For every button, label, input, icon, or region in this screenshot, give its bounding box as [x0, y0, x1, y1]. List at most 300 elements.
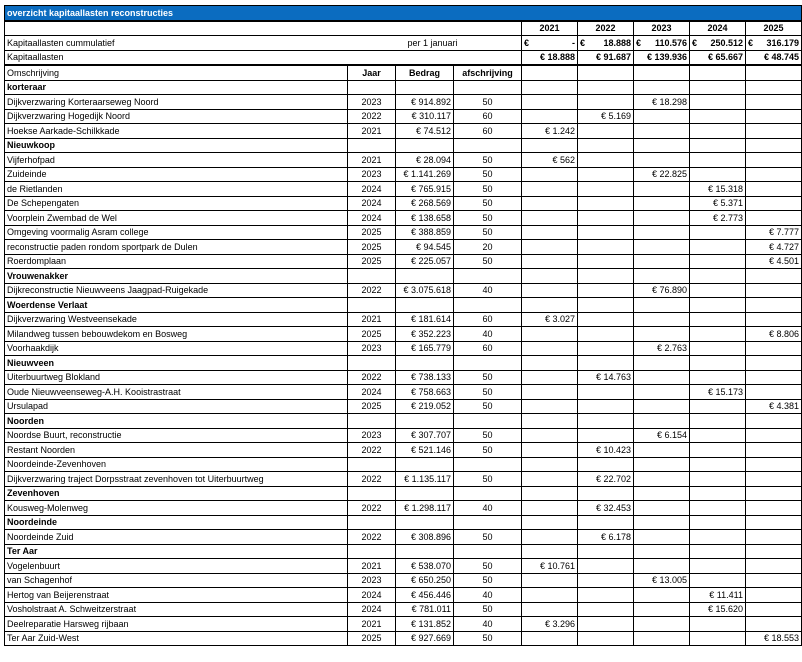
charge-cell-2023[interactable]: € 18.298: [634, 95, 690, 110]
year-cell[interactable]: 2022: [348, 443, 396, 458]
charge-cell-2021[interactable]: [522, 457, 578, 472]
charge-cell-2021[interactable]: € 1.242: [522, 124, 578, 139]
year-cell[interactable]: 2024: [348, 196, 396, 211]
charge-cell-2022[interactable]: [578, 631, 634, 646]
amount-cell[interactable]: € 268.569: [396, 196, 454, 211]
amount-cell[interactable]: € 927.669: [396, 631, 454, 646]
empty-cell[interactable]: [634, 298, 690, 313]
description-cell[interactable]: Dijkverzwaring Hogedijk Noord: [5, 109, 348, 124]
annual-charges-label[interactable]: Kapitaallasten: [5, 50, 348, 65]
charge-cell-2024[interactable]: € 11.411: [690, 588, 746, 603]
description-cell[interactable]: Voorhaakdijk: [5, 341, 348, 356]
charge-cell-2024[interactable]: [690, 631, 746, 646]
year-cell[interactable]: 2023: [348, 341, 396, 356]
charge-cell-2025[interactable]: [746, 501, 802, 516]
amount-cell[interactable]: € 1.298.117: [396, 501, 454, 516]
empty-cell[interactable]: [690, 138, 746, 153]
year-cell[interactable]: 2025: [348, 631, 396, 646]
description-cell[interactable]: reconstructie paden rondom sportpark de Dulen: [5, 240, 348, 255]
empty-cell[interactable]: [396, 414, 454, 429]
empty-cell[interactable]: [634, 544, 690, 559]
depreciation-cell[interactable]: 40: [454, 283, 522, 298]
empty-cell[interactable]: [634, 356, 690, 371]
year-cell[interactable]: [348, 457, 396, 472]
charge-cell-2024[interactable]: [690, 370, 746, 385]
empty-cell[interactable]: [454, 515, 522, 530]
description-cell[interactable]: Dijkreconstructie Nieuwveens Jaagpad-Ruigekade: [5, 283, 348, 298]
year-cell[interactable]: 2021: [348, 153, 396, 168]
charge-cell-2024[interactable]: [690, 559, 746, 574]
charge-cell-2024[interactable]: [690, 124, 746, 139]
group-header-cell[interactable]: korteraar: [5, 80, 348, 95]
charge-cell-2021[interactable]: [522, 327, 578, 342]
empty-cell[interactable]: [348, 269, 396, 284]
charge-cell-2023[interactable]: [634, 124, 690, 139]
empty-cell[interactable]: [578, 515, 634, 530]
empty-cell[interactable]: [396, 515, 454, 530]
charge-cell-2021[interactable]: [522, 254, 578, 269]
charge-cell-2021[interactable]: [522, 573, 578, 588]
charge-cell-2023[interactable]: [634, 225, 690, 240]
depreciation-cell[interactable]: 50: [454, 211, 522, 226]
charge-cell-2025[interactable]: [746, 617, 802, 632]
charge-cell-2022[interactable]: € 5.169: [578, 109, 634, 124]
charge-cell-2023[interactable]: [634, 196, 690, 211]
charge-cell-2023[interactable]: [634, 211, 690, 226]
charge-cell-2024[interactable]: [690, 283, 746, 298]
charge-cell-2021[interactable]: [522, 501, 578, 516]
depreciation-cell[interactable]: 50: [454, 602, 522, 617]
charge-cell-2022[interactable]: [578, 327, 634, 342]
year-header-2021[interactable]: 2021: [522, 21, 578, 36]
charge-cell-2022[interactable]: € 14.763: [578, 370, 634, 385]
depreciation-cell[interactable]: 50: [454, 573, 522, 588]
description-cell[interactable]: Voorplein Zwembad de Wel: [5, 211, 348, 226]
charge-cell-2023[interactable]: € 76.890: [634, 283, 690, 298]
year-cell[interactable]: 2022: [348, 472, 396, 487]
empty-cell[interactable]: [522, 515, 578, 530]
charge-cell-2021[interactable]: [522, 211, 578, 226]
charge-cell-2022[interactable]: [578, 182, 634, 197]
charge-cell-2021[interactable]: [522, 341, 578, 356]
empty-cell[interactable]: [746, 65, 802, 80]
charge-cell-2025[interactable]: [746, 443, 802, 458]
group-header-cell[interactable]: Ter Aar: [5, 544, 348, 559]
charge-cell-2025[interactable]: [746, 385, 802, 400]
charge-cell-2023[interactable]: [634, 182, 690, 197]
amount-cell[interactable]: € 538.070: [396, 559, 454, 574]
empty-cell[interactable]: [396, 544, 454, 559]
empty-cell[interactable]: [634, 65, 690, 80]
charge-cell-2022[interactable]: [578, 602, 634, 617]
charge-cell-2021[interactable]: € 3.296: [522, 617, 578, 632]
year-cell[interactable]: 2025: [348, 254, 396, 269]
depreciation-cell[interactable]: 50: [454, 559, 522, 574]
empty-cell[interactable]: [746, 544, 802, 559]
description-cell[interactable]: Vogelenbuurt: [5, 559, 348, 574]
depreciation-cell[interactable]: 50: [454, 385, 522, 400]
description-cell[interactable]: Noordeinde-Zevenhoven: [5, 457, 348, 472]
charge-cell-2024[interactable]: [690, 240, 746, 255]
amount-cell[interactable]: € 758.663: [396, 385, 454, 400]
description-cell[interactable]: Dijkverzwaring traject Dorpsstraat zevenhoven tot Uiterbuurtweg: [5, 472, 348, 487]
charge-cell-2022[interactable]: [578, 153, 634, 168]
amount-cell[interactable]: € 310.117: [396, 109, 454, 124]
charge-cell-2022[interactable]: [578, 385, 634, 400]
amount-cell[interactable]: € 388.859: [396, 225, 454, 240]
charge-cell-2023[interactable]: [634, 559, 690, 574]
cumulative-2025[interactable]: [746, 36, 802, 51]
charge-cell-2025[interactable]: [746, 341, 802, 356]
charge-cell-2024[interactable]: [690, 472, 746, 487]
charge-cell-2022[interactable]: [578, 457, 634, 472]
amount-cell[interactable]: € 781.011: [396, 602, 454, 617]
charge-cell-2021[interactable]: [522, 95, 578, 110]
charge-cell-2025[interactable]: [746, 167, 802, 182]
charge-cell-2022[interactable]: [578, 211, 634, 226]
charge-cell-2025[interactable]: [746, 428, 802, 443]
description-cell[interactable]: Hoekse Aarkade-Schilkkade: [5, 124, 348, 139]
charge-cell-2021[interactable]: [522, 167, 578, 182]
empty-cell[interactable]: [578, 138, 634, 153]
charge-cell-2021[interactable]: € 3.027: [522, 312, 578, 327]
charge-cell-2023[interactable]: [634, 617, 690, 632]
year-cell[interactable]: 2022: [348, 370, 396, 385]
charge-cell-2021[interactable]: [522, 588, 578, 603]
charge-cell-2023[interactable]: [634, 530, 690, 545]
year-cell[interactable]: 2023: [348, 428, 396, 443]
charge-cell-2023[interactable]: [634, 631, 690, 646]
empty-cell[interactable]: [348, 414, 396, 429]
empty-cell[interactable]: [746, 138, 802, 153]
charge-cell-2022[interactable]: € 22.702: [578, 472, 634, 487]
description-cell[interactable]: Omgeving voormalig Asram college: [5, 225, 348, 240]
charge-cell-2024[interactable]: [690, 327, 746, 342]
charge-cell-2025[interactable]: [746, 573, 802, 588]
empty-cell[interactable]: [690, 544, 746, 559]
charge-cell-2024[interactable]: € 15.173: [690, 385, 746, 400]
depreciation-cell[interactable]: 50: [454, 254, 522, 269]
charge-cell-2023[interactable]: [634, 109, 690, 124]
charge-cell-2025[interactable]: € 4.501: [746, 254, 802, 269]
charge-cell-2021[interactable]: [522, 283, 578, 298]
year-cell[interactable]: 2025: [348, 327, 396, 342]
year-header-2023[interactable]: 2023: [634, 21, 690, 36]
charge-cell-2025[interactable]: [746, 559, 802, 574]
charge-cell-2024[interactable]: € 15.318: [690, 182, 746, 197]
depreciation-cell[interactable]: 40: [454, 617, 522, 632]
empty-cell[interactable]: [634, 486, 690, 501]
charge-cell-2024[interactable]: [690, 95, 746, 110]
charge-cell-2025[interactable]: € 18.553: [746, 631, 802, 646]
charge-cell-2024[interactable]: [690, 254, 746, 269]
description-cell[interactable]: Noordse Buurt, reconstructie: [5, 428, 348, 443]
charge-cell-2024[interactable]: [690, 573, 746, 588]
charge-cell-2023[interactable]: € 13.005: [634, 573, 690, 588]
amount-cell[interactable]: [396, 457, 454, 472]
amount-cell[interactable]: € 94.545: [396, 240, 454, 255]
empty-cell[interactable]: [690, 356, 746, 371]
charge-cell-2023[interactable]: [634, 457, 690, 472]
amount-cell[interactable]: € 1.141.269: [396, 167, 454, 182]
year-cell[interactable]: 2022: [348, 109, 396, 124]
depreciation-cell[interactable]: 50: [454, 631, 522, 646]
year-cell[interactable]: 2022: [348, 501, 396, 516]
depreciation-cell[interactable]: 60: [454, 341, 522, 356]
charge-cell-2025[interactable]: [746, 457, 802, 472]
amount-cell[interactable]: € 765.915: [396, 182, 454, 197]
empty-cell[interactable]: [522, 269, 578, 284]
empty-cell[interactable]: [522, 298, 578, 313]
group-header-cell[interactable]: Zevenhoven: [5, 486, 348, 501]
charge-cell-2024[interactable]: [690, 428, 746, 443]
charge-cell-2022[interactable]: [578, 588, 634, 603]
depreciation-cell[interactable]: 50: [454, 443, 522, 458]
year-cell[interactable]: 2024: [348, 211, 396, 226]
description-cell[interactable]: Deelreparatie Harsweg rijbaan: [5, 617, 348, 632]
annual-charges-2022[interactable]: € 91.687: [578, 50, 634, 65]
charge-cell-2025[interactable]: [746, 472, 802, 487]
charge-cell-2022[interactable]: [578, 124, 634, 139]
cumulative-label[interactable]: Kapitaallasten cummulatief: [5, 36, 348, 51]
amount-cell[interactable]: € 131.852: [396, 617, 454, 632]
description-cell[interactable]: de Rietlanden: [5, 182, 348, 197]
charge-cell-2024[interactable]: € 15.620: [690, 602, 746, 617]
charge-cell-2024[interactable]: [690, 617, 746, 632]
empty-cell[interactable]: [454, 544, 522, 559]
charge-cell-2023[interactable]: [634, 399, 690, 414]
charge-cell-2022[interactable]: [578, 225, 634, 240]
empty-cell[interactable]: [746, 515, 802, 530]
empty-cell[interactable]: [522, 356, 578, 371]
charge-cell-2023[interactable]: [634, 385, 690, 400]
charge-cell-2021[interactable]: [522, 109, 578, 124]
empty-cell[interactable]: [578, 65, 634, 80]
empty-cell[interactable]: [522, 414, 578, 429]
charge-cell-2021[interactable]: [522, 240, 578, 255]
year-cell[interactable]: 2023: [348, 167, 396, 182]
year-cell[interactable]: 2021: [348, 124, 396, 139]
depreciation-cell[interactable]: 60: [454, 312, 522, 327]
column-header-jaar[interactable]: Jaar: [348, 65, 396, 80]
charge-cell-2025[interactable]: € 7.777: [746, 225, 802, 240]
annual-charges-2025[interactable]: € 48.745: [746, 50, 802, 65]
group-header-cell[interactable]: Vrouwenakker: [5, 269, 348, 284]
empty-cell[interactable]: [578, 414, 634, 429]
empty-cell[interactable]: [522, 486, 578, 501]
group-header-cell[interactable]: Noorden: [5, 414, 348, 429]
charge-cell-2024[interactable]: [690, 312, 746, 327]
depreciation-cell[interactable]: 50: [454, 530, 522, 545]
charge-cell-2022[interactable]: [578, 196, 634, 211]
year-cell[interactable]: 2021: [348, 559, 396, 574]
charge-cell-2025[interactable]: [746, 312, 802, 327]
empty-cell[interactable]: [396, 50, 454, 65]
empty-cell[interactable]: [522, 80, 578, 95]
charge-cell-2024[interactable]: € 2.773: [690, 211, 746, 226]
charge-cell-2022[interactable]: [578, 167, 634, 182]
charge-cell-2024[interactable]: [690, 225, 746, 240]
charge-cell-2024[interactable]: [690, 501, 746, 516]
depreciation-cell[interactable]: 50: [454, 153, 522, 168]
charge-cell-2025[interactable]: [746, 124, 802, 139]
empty-cell[interactable]: [396, 486, 454, 501]
year-header-2025[interactable]: 2025: [746, 21, 802, 36]
charge-cell-2023[interactable]: [634, 370, 690, 385]
charge-cell-2025[interactable]: [746, 530, 802, 545]
charge-cell-2021[interactable]: [522, 399, 578, 414]
empty-cell[interactable]: [690, 80, 746, 95]
empty-cell[interactable]: [348, 515, 396, 530]
charge-cell-2024[interactable]: [690, 443, 746, 458]
charge-cell-2023[interactable]: [634, 153, 690, 168]
charge-cell-2022[interactable]: [578, 428, 634, 443]
empty-cell[interactable]: [634, 269, 690, 284]
empty-cell[interactable]: [396, 138, 454, 153]
description-cell[interactable]: Ursulapad: [5, 399, 348, 414]
empty-cell[interactable]: [454, 80, 522, 95]
depreciation-cell[interactable]: 40: [454, 588, 522, 603]
column-header-afschrijving[interactable]: afschrijving: [454, 65, 522, 80]
description-cell[interactable]: De Schepengaten: [5, 196, 348, 211]
depreciation-cell[interactable]: 60: [454, 124, 522, 139]
description-cell[interactable]: van Schagenhof: [5, 573, 348, 588]
charge-cell-2022[interactable]: [578, 559, 634, 574]
charge-cell-2025[interactable]: [746, 196, 802, 211]
charge-cell-2023[interactable]: [634, 240, 690, 255]
charge-cell-2021[interactable]: [522, 472, 578, 487]
charge-cell-2025[interactable]: [746, 153, 802, 168]
amount-cell[interactable]: € 738.133: [396, 370, 454, 385]
charge-cell-2024[interactable]: [690, 109, 746, 124]
charge-cell-2025[interactable]: € 8.806: [746, 327, 802, 342]
depreciation-cell[interactable]: 20: [454, 240, 522, 255]
charge-cell-2024[interactable]: [690, 399, 746, 414]
empty-cell[interactable]: [578, 544, 634, 559]
charge-cell-2021[interactable]: [522, 443, 578, 458]
charge-cell-2022[interactable]: [578, 617, 634, 632]
charge-cell-2023[interactable]: [634, 443, 690, 458]
charge-cell-2024[interactable]: [690, 457, 746, 472]
empty-cell[interactable]: [578, 356, 634, 371]
amount-cell[interactable]: € 28.094: [396, 153, 454, 168]
charge-cell-2022[interactable]: [578, 283, 634, 298]
charge-cell-2022[interactable]: [578, 573, 634, 588]
group-header-cell[interactable]: Woerdense Verlaat: [5, 298, 348, 313]
description-cell[interactable]: Uiterbuurtweg Blokland: [5, 370, 348, 385]
charge-cell-2025[interactable]: € 4.381: [746, 399, 802, 414]
year-cell[interactable]: 2025: [348, 399, 396, 414]
charge-cell-2025[interactable]: [746, 211, 802, 226]
cumulative-note[interactable]: per 1 januari: [348, 36, 522, 51]
empty-cell[interactable]: [634, 138, 690, 153]
charge-cell-2022[interactable]: [578, 240, 634, 255]
amount-cell[interactable]: € 456.446: [396, 588, 454, 603]
year-cell[interactable]: 2021: [348, 312, 396, 327]
empty-cell[interactable]: [578, 269, 634, 284]
description-cell[interactable]: Hertog van Beijerenstraat: [5, 588, 348, 603]
amount-cell[interactable]: € 3.075.618: [396, 283, 454, 298]
column-header-bedrag[interactable]: Bedrag: [396, 65, 454, 80]
description-cell[interactable]: Oude Nieuwveenseweg-A.H. Kooistrastraat: [5, 385, 348, 400]
year-cell[interactable]: 2024: [348, 182, 396, 197]
empty-cell[interactable]: [348, 80, 396, 95]
depreciation-cell[interactable]: 60: [454, 109, 522, 124]
empty-cell[interactable]: [454, 414, 522, 429]
column-header-omschrijving[interactable]: Omschrijving: [5, 65, 348, 80]
amount-cell[interactable]: € 225.057: [396, 254, 454, 269]
year-header-2022[interactable]: 2022: [578, 21, 634, 36]
charge-cell-2021[interactable]: [522, 428, 578, 443]
empty-cell[interactable]: [454, 50, 522, 65]
depreciation-cell[interactable]: 40: [454, 501, 522, 516]
depreciation-cell[interactable]: 50: [454, 472, 522, 487]
depreciation-cell[interactable]: 50: [454, 95, 522, 110]
cumulative-2024[interactable]: [690, 36, 746, 51]
empty-cell[interactable]: [690, 269, 746, 284]
charge-cell-2023[interactable]: [634, 588, 690, 603]
empty-cell[interactable]: [348, 544, 396, 559]
empty-cell[interactable]: [396, 298, 454, 313]
amount-cell[interactable]: € 307.707: [396, 428, 454, 443]
year-cell[interactable]: 2025: [348, 240, 396, 255]
charge-cell-2024[interactable]: [690, 167, 746, 182]
empty-cell[interactable]: [634, 414, 690, 429]
year-cell[interactable]: 2023: [348, 95, 396, 110]
charge-cell-2021[interactable]: [522, 530, 578, 545]
year-cell[interactable]: 2021: [348, 617, 396, 632]
charge-cell-2023[interactable]: € 22.825: [634, 167, 690, 182]
empty-cell[interactable]: [5, 21, 522, 36]
empty-cell[interactable]: [348, 486, 396, 501]
amount-cell[interactable]: € 74.512: [396, 124, 454, 139]
empty-cell[interactable]: [746, 356, 802, 371]
charge-cell-2025[interactable]: [746, 370, 802, 385]
charge-cell-2022[interactable]: [578, 254, 634, 269]
depreciation-cell[interactable]: 50: [454, 428, 522, 443]
empty-cell[interactable]: [690, 298, 746, 313]
amount-cell[interactable]: € 181.614: [396, 312, 454, 327]
description-cell[interactable]: Ter Aar Zuid-West: [5, 631, 348, 646]
year-cell[interactable]: 2024: [348, 588, 396, 603]
charge-cell-2025[interactable]: [746, 602, 802, 617]
empty-cell[interactable]: [396, 356, 454, 371]
group-header-cell[interactable]: Nieuwkoop: [5, 138, 348, 153]
sheet-title[interactable]: overzicht kapitaallasten reconstructies: [5, 6, 802, 21]
charge-cell-2023[interactable]: [634, 501, 690, 516]
charge-cell-2023[interactable]: [634, 602, 690, 617]
charge-cell-2023[interactable]: [634, 312, 690, 327]
description-cell[interactable]: Roerdomplaan: [5, 254, 348, 269]
empty-cell[interactable]: [396, 80, 454, 95]
description-cell[interactable]: Milandweg tussen bebouwdekom en Bosweg: [5, 327, 348, 342]
charge-cell-2021[interactable]: [522, 385, 578, 400]
amount-cell[interactable]: € 352.223: [396, 327, 454, 342]
charge-cell-2024[interactable]: [690, 153, 746, 168]
amount-cell[interactable]: € 219.052: [396, 399, 454, 414]
charge-cell-2021[interactable]: [522, 370, 578, 385]
charge-cell-2025[interactable]: [746, 109, 802, 124]
empty-cell[interactable]: [454, 298, 522, 313]
amount-cell[interactable]: € 914.892: [396, 95, 454, 110]
description-cell[interactable]: Dijkverzwaring Korteraarseweg Noord: [5, 95, 348, 110]
charge-cell-2022[interactable]: € 6.178: [578, 530, 634, 545]
depreciation-cell[interactable]: 40: [454, 327, 522, 342]
empty-cell[interactable]: [634, 80, 690, 95]
amount-cell[interactable]: € 308.896: [396, 530, 454, 545]
empty-cell[interactable]: [454, 269, 522, 284]
description-cell[interactable]: Kousweg-Molenweg: [5, 501, 348, 516]
